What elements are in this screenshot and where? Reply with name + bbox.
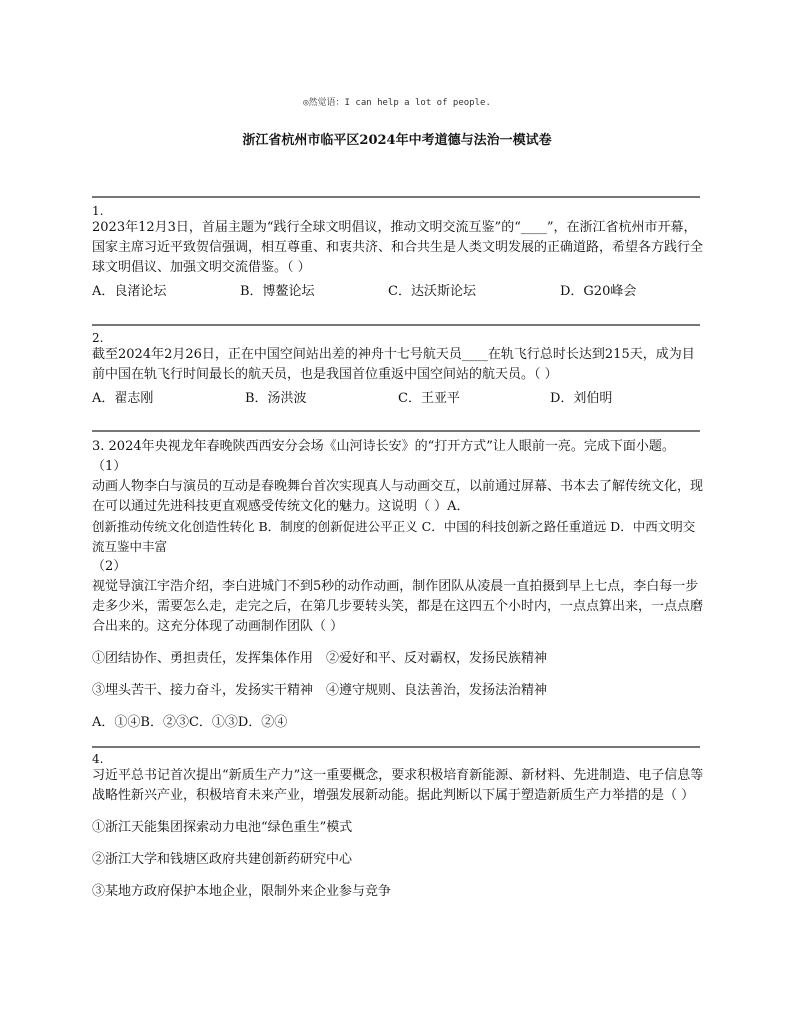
divider xyxy=(92,196,700,198)
subquestion-2-number: （2） xyxy=(92,559,127,574)
option-b: B．博鳌论坛 xyxy=(240,284,315,299)
question-2 xyxy=(92,331,704,409)
question-number: 1. xyxy=(92,204,104,218)
header-note: ◎然觉语：I can help a lot of people. xyxy=(303,98,491,108)
options: A．①④B．②③C．①③D．②④ xyxy=(92,715,288,730)
question-number: 2. xyxy=(92,331,104,345)
statement-item: ①团结协作、勇担责任，发挥集体作用 ②爱好和平、反对霸权，发扬民族精神 xyxy=(92,651,548,666)
question-stem: 截至2024年2月26日，正在中国空间站出差的神舟十七号航天员____在轨飞行总时长达到215天，成为目前中国在轨飞行时间最长的航天员，也是我国首位重返中国空间站的航天员。（ ） xyxy=(92,347,695,382)
option-c: C．达沃斯论坛 xyxy=(388,284,476,299)
option-b: B．汤洪波 xyxy=(245,391,307,406)
divider xyxy=(92,746,700,748)
option-d: D．G20峰会 xyxy=(560,284,637,299)
question-intro: 3. 2024年央视龙年春晚陕西西安分会场《山河诗长安》的“打开方式”让人眼前一亮。完成下面小题。 xyxy=(92,439,675,454)
option-c: C．王亚平 xyxy=(398,391,460,406)
divider xyxy=(92,430,700,432)
divider xyxy=(92,324,700,326)
question-stem: 习近平总书记首次提出“新质生产力”这一重要概念，要求积极培育新能源、新材料、先进制造、电子信息等战略性新兴产业，积极培育未来产业，增强发展新动能。据此判断以下属于塑造新质生产力举措的是（ ） xyxy=(92,768,704,803)
statement-item: ③埋头苦干、接力奋斗，发扬实干精神 ④遵守规则、良法善治，发扬法治精神 xyxy=(92,683,548,698)
question-4 xyxy=(92,752,704,902)
subquestion-1-text: 动画人物李白与演员的互动是春晚舞台首次实现真人与动画交互，以前通过屏幕、书本去了解传统文化，现在可以通过先进科技更直观感受传统文化的魅力。这说明（ ）A． xyxy=(92,479,704,514)
statement-item: ②浙江大学和钱塘区政府共建创新药研究中心 xyxy=(92,852,353,867)
question-1 xyxy=(92,204,704,302)
options xyxy=(92,282,704,302)
subquestion-1-number: （1） xyxy=(92,459,127,474)
subquestion-1-options: 创新推动传统文化创造性转化 B．制度的创新促进公平正义 C．中国的科技创新之路任重道远 D．中西文明交流互鉴中丰富 xyxy=(92,519,696,554)
option-d: D．刘伯明 xyxy=(550,391,613,406)
statement-item: ①浙江天能集团探索动力电池“绿色重生”模式 xyxy=(92,820,353,835)
option-a: A．良渚论坛 xyxy=(92,284,167,299)
page-title: 浙江省杭州市临平区2024年中考道德与法治一模试卷 xyxy=(242,133,552,148)
question-3 xyxy=(92,437,704,733)
question-number: 4. xyxy=(92,752,104,766)
option-a: A．翟志刚 xyxy=(92,391,154,406)
statement-item: ③某地方政府保护本地企业，限制外来企业参与竞争 xyxy=(92,884,392,899)
subquestion-2-text: 视觉导演江宇浩介绍，李白进城门不到5秒的动作动画，制作团队从凌晨一直拍摄到早上七点，李白每一步走多少米，需要怎么走，走完之后，在第几步要转头笑，都是在这四五个小时内，一点点算出来，一点点磨合出来的。这充分体现了动画制作团队（ ） xyxy=(92,579,704,634)
options xyxy=(92,389,704,409)
question-stem: 2023年12月3日，首届主题为“践行全球文明倡议，推动文明交流互鉴”的“____”，在浙江省杭州市开幕，国家主席习近平致贺信强调，相互尊重、和衷共济、和合共生是人类文明发展的正确道路，希望各方践行全球文明倡议、加强文明交流借鉴。（ ） xyxy=(92,220,704,275)
